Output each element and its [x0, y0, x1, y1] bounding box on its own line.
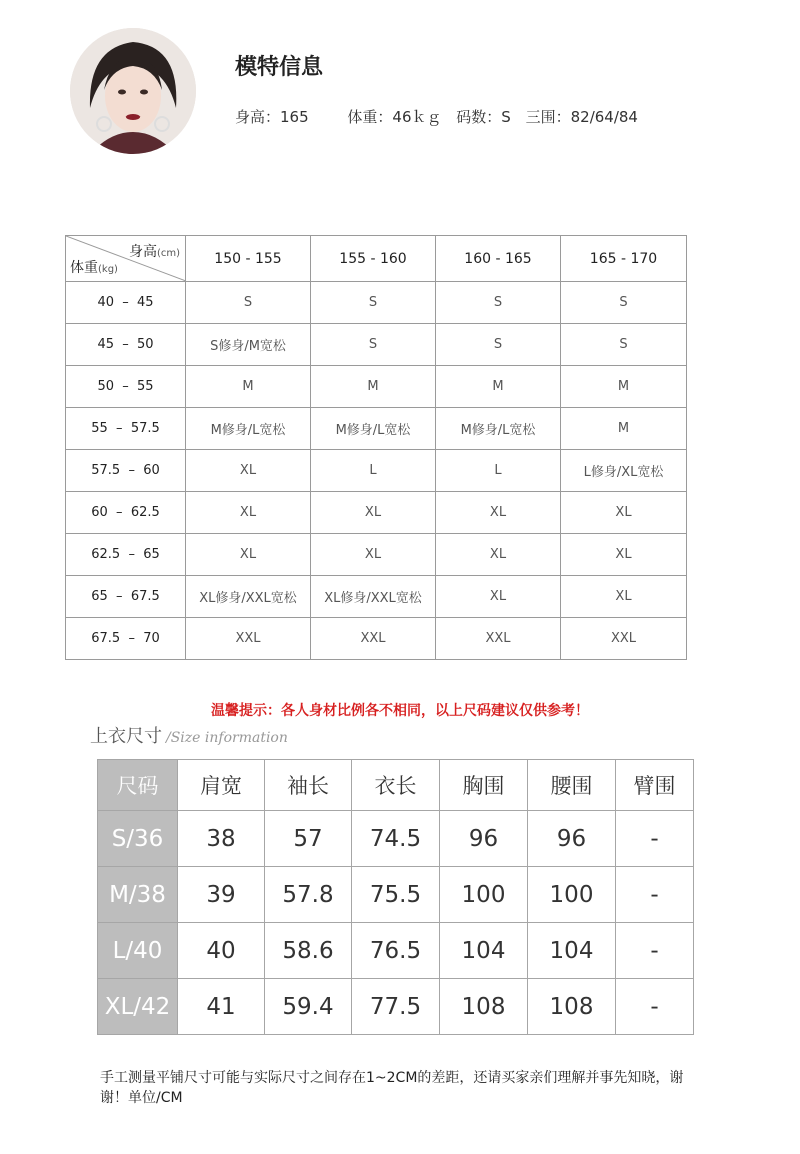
size-cell: L	[311, 450, 436, 492]
weight-to: 55	[137, 379, 154, 394]
weight-range-cell: 67.5 – 70	[66, 618, 186, 660]
measurement-note: 手工测量平铺尺寸可能与实际尺寸之间存在1~2CM的差距，还请买家亲们理解并事先知晓，谢谢！单位/CM	[100, 1070, 684, 1106]
size-cell: L修身/XL宽松	[561, 450, 687, 492]
header-waist: 腰围	[528, 760, 616, 811]
size-recommendation-table	[65, 235, 687, 660]
table-row	[66, 534, 687, 576]
corner-weight-unit: (kg)	[98, 264, 118, 275]
weight-from: 60	[91, 505, 108, 520]
size-cell: S修身/M宽松	[186, 324, 311, 366]
size-cell: S	[436, 324, 561, 366]
size-cell: XL修身/XXL宽松	[186, 576, 311, 618]
size-cell: XL	[186, 534, 311, 576]
measure-cell: 100	[440, 867, 528, 923]
weight-from: 40	[97, 295, 114, 310]
weight-range-cell: 45 – 50	[66, 324, 186, 366]
size-cell: M	[561, 366, 687, 408]
weight-range-cell: 40 – 45	[66, 282, 186, 324]
size-cell: XXL	[561, 618, 687, 660]
table-row	[66, 576, 687, 618]
measure-cell: -	[616, 923, 694, 979]
size-info-subtitle: /Size information	[166, 730, 288, 746]
size-code-cell: S/36	[98, 811, 178, 867]
model-measurements: 三围：82/64/84	[525, 108, 638, 126]
model-photo	[70, 28, 196, 154]
table-row	[66, 618, 687, 660]
corner-height-label	[129, 241, 180, 261]
size-cell: XL	[561, 534, 687, 576]
header-size-code: 尺码	[98, 760, 178, 811]
size-cell: M修身/L宽松	[311, 408, 436, 450]
height-header: 165 - 170	[561, 236, 687, 282]
measure-cell: 75.5	[352, 867, 440, 923]
weight-to: 62.5	[130, 505, 160, 520]
size-cell: L	[436, 450, 561, 492]
size-cell: M修身/L宽松	[186, 408, 311, 450]
size-table-header-row	[98, 760, 694, 811]
table-row	[66, 324, 687, 366]
size-code-cell: XL/42	[98, 979, 178, 1035]
measure-cell: 100	[528, 867, 616, 923]
header-arm: 臂围	[616, 760, 694, 811]
size-cell: XXL	[311, 618, 436, 660]
weight-range-cell: 62.5 – 65	[66, 534, 186, 576]
model-stats	[235, 106, 672, 127]
weight-range-cell: 57.5 – 60	[66, 450, 186, 492]
size-cell: XL	[311, 534, 436, 576]
model-avatar	[70, 28, 196, 154]
corner-height-text: 身高	[128, 244, 157, 260]
size-cell: S	[436, 282, 561, 324]
size-info-title: 上衣尺寸	[90, 726, 162, 747]
table-row	[66, 408, 687, 450]
weight-to: 50	[137, 337, 154, 352]
table-row	[66, 450, 687, 492]
weight-from: 67.5	[91, 631, 121, 646]
measure-cell: 104	[528, 923, 616, 979]
measure-cell: -	[616, 867, 694, 923]
measure-cell: 40	[178, 923, 265, 979]
size-cell: M	[311, 366, 436, 408]
size-cell: XL修身/XXL宽松	[311, 576, 436, 618]
size-information-table	[97, 759, 694, 1035]
corner-weight-text: 体重	[70, 260, 98, 276]
table-row	[66, 492, 687, 534]
size-info-heading	[90, 722, 288, 748]
table-row	[66, 366, 687, 408]
size-cell: S	[561, 324, 687, 366]
height-header: 150 - 155	[186, 236, 311, 282]
model-weight: 体重：46ｋｇ	[347, 108, 442, 126]
header-length: 衣长	[352, 760, 440, 811]
measure-cell: 77.5	[352, 979, 440, 1035]
size-cell: S	[311, 324, 436, 366]
measure-cell: 38	[178, 811, 265, 867]
corner-height-unit: (cm)	[156, 248, 180, 259]
table-row	[98, 811, 694, 867]
size-cell: S	[561, 282, 687, 324]
weight-range-cell: 60 – 62.5	[66, 492, 186, 534]
weight-from: 50	[97, 379, 114, 394]
size-cell: S	[311, 282, 436, 324]
weight-range-cell: 55 – 57.5	[66, 408, 186, 450]
weight-to: 70	[143, 631, 160, 646]
measure-cell: 58.6	[265, 923, 352, 979]
weight-to: 60	[143, 463, 160, 478]
size-warning: 温馨提示：各人身材比例各不相同，以上尺码建议仅供参考！	[211, 703, 589, 719]
measure-cell: 108	[440, 979, 528, 1035]
measure-cell: 76.5	[352, 923, 440, 979]
size-cell: M	[436, 366, 561, 408]
header-sleeve: 袖长	[265, 760, 352, 811]
size-cell: XL	[561, 492, 687, 534]
size-code-cell: L/40	[98, 923, 178, 979]
size-cell: M修身/L宽松	[436, 408, 561, 450]
model-height: 身高：165	[235, 108, 309, 126]
weight-to: 67.5	[130, 589, 160, 604]
measure-cell: 96	[440, 811, 528, 867]
measure-cell: 59.4	[265, 979, 352, 1035]
size-cell: XL	[436, 492, 561, 534]
measure-cell: -	[616, 979, 694, 1035]
measure-cell: -	[616, 811, 694, 867]
weight-to: 65	[143, 547, 160, 562]
weight-to: 57.5	[130, 421, 160, 436]
size-cell: XXL	[186, 618, 311, 660]
size-code-cell: M/38	[98, 867, 178, 923]
size-cell: XL	[186, 450, 311, 492]
measure-cell: 108	[528, 979, 616, 1035]
weight-from: 45	[97, 337, 114, 352]
weight-range-cell: 50 – 55	[66, 366, 186, 408]
size-cell: XXL	[436, 618, 561, 660]
weight-to: 45	[137, 295, 154, 310]
size-cell: XL	[311, 492, 436, 534]
weight-from: 55	[91, 421, 108, 436]
weight-from: 62.5	[91, 547, 121, 562]
measure-cell: 57.8	[265, 867, 352, 923]
model-size: 码数：S	[456, 108, 511, 126]
weight-from: 65	[91, 589, 108, 604]
table-row	[98, 867, 694, 923]
table-row	[66, 282, 687, 324]
size-cell: S	[186, 282, 311, 324]
weight-from: 57.5	[91, 463, 121, 478]
measure-cell: 96	[528, 811, 616, 867]
model-info-title: 模特信息	[235, 55, 324, 80]
size-cell: M	[186, 366, 311, 408]
size-cell: XL	[561, 576, 687, 618]
size-cell: XL	[436, 576, 561, 618]
size-cell: M	[561, 408, 687, 450]
measure-cell: 57	[265, 811, 352, 867]
corner-weight-label	[70, 257, 118, 277]
measure-cell: 74.5	[352, 811, 440, 867]
table-header-row	[66, 236, 687, 282]
measure-cell: 104	[440, 923, 528, 979]
measure-cell: 41	[178, 979, 265, 1035]
corner-header-cell	[66, 236, 186, 282]
header-bust: 胸围	[440, 760, 528, 811]
weight-range-cell: 65 – 67.5	[66, 576, 186, 618]
measure-cell: 39	[178, 867, 265, 923]
table-row	[98, 923, 694, 979]
size-cell: XL	[436, 534, 561, 576]
height-header: 160 - 165	[436, 236, 561, 282]
height-header: 155 - 160	[311, 236, 436, 282]
table-row	[98, 979, 694, 1035]
size-cell: XL	[186, 492, 311, 534]
header-shoulder: 肩宽	[178, 760, 265, 811]
